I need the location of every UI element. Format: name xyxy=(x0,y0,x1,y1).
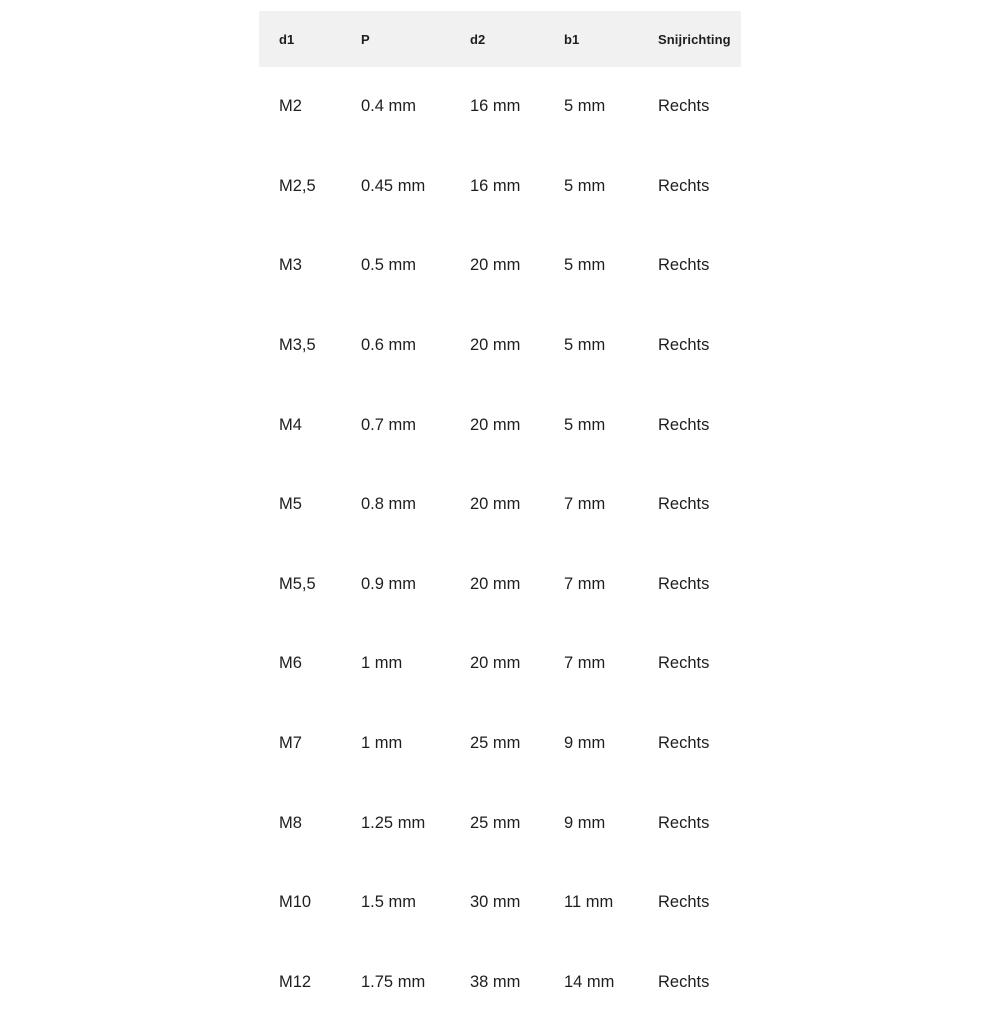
table-cell: Rechts xyxy=(658,385,741,465)
table-cell: 9 mm xyxy=(564,704,658,784)
table-cell: 38 mm xyxy=(470,943,564,1022)
table-cell: 20 mm xyxy=(470,226,564,306)
table-cell: Rechts xyxy=(658,704,741,784)
table-cell: 7 mm xyxy=(564,624,658,704)
table-cell: Rechts xyxy=(658,306,741,386)
table-cell: M4 xyxy=(259,385,361,465)
table-cell: 20 mm xyxy=(470,385,564,465)
table-cell: 30 mm xyxy=(470,863,564,943)
table-cell: M10 xyxy=(259,863,361,943)
table-cell: 1.5 mm xyxy=(361,863,470,943)
table-cell: Rechts xyxy=(658,147,741,227)
table-cell: 11 mm xyxy=(564,863,658,943)
table-cell: 0.7 mm xyxy=(361,385,470,465)
table-cell: Rechts xyxy=(658,545,741,625)
table-cell: 20 mm xyxy=(470,306,564,386)
table-cell: M5,5 xyxy=(259,545,361,625)
table-cell: 20 mm xyxy=(470,465,564,545)
table-cell: 20 mm xyxy=(470,624,564,704)
table-cell: 0.6 mm xyxy=(361,306,470,386)
table-row xyxy=(259,465,741,545)
table-cell: 16 mm xyxy=(470,67,564,147)
table-cell: 0.8 mm xyxy=(361,465,470,545)
column-header-d2: d2 xyxy=(470,11,564,67)
table-header-row xyxy=(259,11,741,67)
table-cell: 1.75 mm xyxy=(361,943,470,1022)
table-cell: 0.9 mm xyxy=(361,545,470,625)
table-cell: M7 xyxy=(259,704,361,784)
table-cell: M2 xyxy=(259,67,361,147)
column-header-d1: d1 xyxy=(259,11,361,67)
table-cell: 1 mm xyxy=(361,704,470,784)
table-row xyxy=(259,783,741,863)
table-row xyxy=(259,226,741,306)
column-header-b1: b1 xyxy=(564,11,658,67)
spec-table xyxy=(259,11,741,1022)
table-cell: 5 mm xyxy=(564,385,658,465)
table-row xyxy=(259,306,741,386)
table-row xyxy=(259,545,741,625)
table-cell: 16 mm xyxy=(470,147,564,227)
table-cell: 5 mm xyxy=(564,147,658,227)
table-cell: 1.25 mm xyxy=(361,783,470,863)
table-cell: M5 xyxy=(259,465,361,545)
column-header-snijrichting: Snijrichting xyxy=(658,11,741,67)
table-cell: 25 mm xyxy=(470,783,564,863)
table-row xyxy=(259,67,741,147)
table-cell: Rechts xyxy=(658,943,741,1022)
table-row xyxy=(259,385,741,465)
table-cell: 7 mm xyxy=(564,465,658,545)
table-cell: Rechts xyxy=(658,624,741,704)
table-cell: Rechts xyxy=(658,863,741,943)
table-cell: 5 mm xyxy=(564,67,658,147)
table-cell: Rechts xyxy=(658,67,741,147)
table-cell: M12 xyxy=(259,943,361,1022)
table-cell: 1 mm xyxy=(361,624,470,704)
table-cell: 7 mm xyxy=(564,545,658,625)
table-row xyxy=(259,624,741,704)
table-cell: 5 mm xyxy=(564,226,658,306)
spec-table-container xyxy=(259,11,741,1022)
table-cell: 0.5 mm xyxy=(361,226,470,306)
table-row xyxy=(259,863,741,943)
table-row xyxy=(259,704,741,784)
table-cell: Rechts xyxy=(658,465,741,545)
table-cell: 20 mm xyxy=(470,545,564,625)
table-cell: Rechts xyxy=(658,226,741,306)
table-row xyxy=(259,147,741,227)
table-cell: M3,5 xyxy=(259,306,361,386)
spec-table-body xyxy=(259,67,741,1022)
column-header-p: P xyxy=(361,11,470,67)
table-cell: Rechts xyxy=(658,783,741,863)
table-cell: M2,5 xyxy=(259,147,361,227)
table-cell: 25 mm xyxy=(470,704,564,784)
table-cell: M6 xyxy=(259,624,361,704)
table-cell: 9 mm xyxy=(564,783,658,863)
table-cell: 0.4 mm xyxy=(361,67,470,147)
table-cell: M3 xyxy=(259,226,361,306)
table-cell: 5 mm xyxy=(564,306,658,386)
table-cell: 14 mm xyxy=(564,943,658,1022)
table-cell: 0.45 mm xyxy=(361,147,470,227)
table-row xyxy=(259,943,741,1022)
table-cell: M8 xyxy=(259,783,361,863)
